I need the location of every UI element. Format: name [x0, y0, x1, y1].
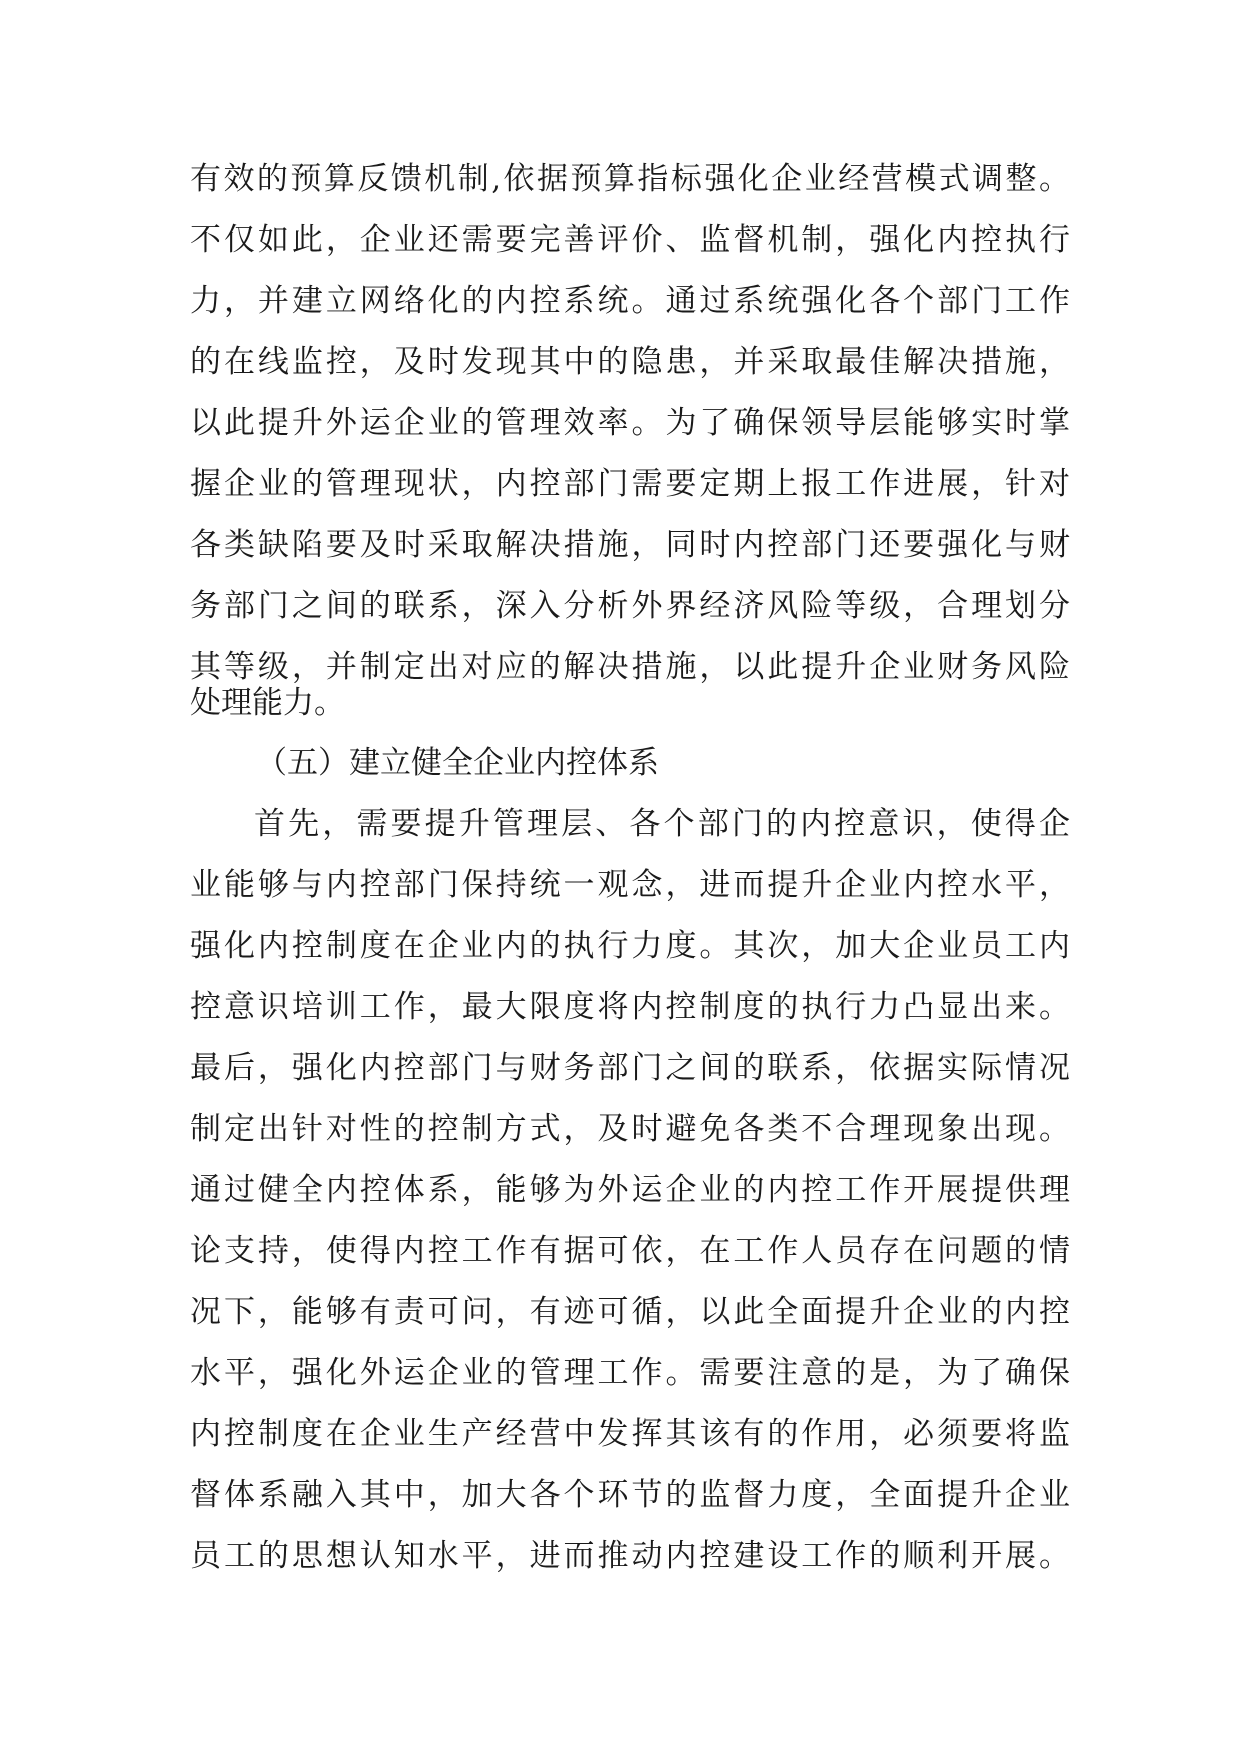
- paragraph-line: 最后，强化内控部门与财务部门之间的联系，依据实际情况: [190, 1050, 1070, 1086]
- paragraph-line: 握企业的管理现状，内控部门需要定期上报工作进展，针对: [190, 466, 1070, 502]
- paragraph-line: 强化内控制度在企业内的执行力度。其次，加大企业员工内: [190, 928, 1070, 964]
- paragraph-line: 督体系融入其中，加大各个环节的监督力度，全面提升企业: [190, 1477, 1070, 1513]
- paragraph-line: 力，并建立网络化的内控系统。通过系统强化各个部门工作: [190, 283, 1070, 319]
- paragraph-line: 论支持，使得内控工作有据可依，在工作人员存在问题的情: [190, 1233, 1070, 1269]
- paragraph-line: 不仅如此，企业还需要完善评价、监督机制，强化内控执行: [190, 222, 1070, 258]
- paragraph-line: 内控制度在企业生产经营中发挥其该有的作用，必须要将监: [190, 1416, 1070, 1452]
- paragraph-line: 首先，需要提升管理层、各个部门的内控意识，使得企: [254, 806, 1070, 842]
- paragraph-line: 制定出针对性的控制方式，及时避免各类不合理现象出现。: [190, 1111, 1070, 1147]
- paragraph-line: 有效的预算反馈机制,依据预算指标强化企业经营模式调整。: [190, 161, 1070, 197]
- paragraph-line: 业能够与内控部门保持统一观念，进而提升企业内控水平，: [190, 867, 1070, 903]
- paragraph-line: 以此提升外运企业的管理效率。为了确保领导层能够实时掌: [190, 405, 1070, 441]
- paragraph-line: 通过健全内控体系，能够为外运企业的内控工作开展提供理: [190, 1172, 1070, 1208]
- paragraph-line: 控意识培训工作，最大限度将内控制度的执行力凸显出来。: [190, 989, 1070, 1025]
- paragraph-line: 员工的思想认知水平，进而推动内控建设工作的顺利开展。: [190, 1538, 1070, 1574]
- paragraph-line: 的在线监控，及时发现其中的隐患，并采取最佳解决措施，: [190, 344, 1070, 380]
- paragraph-line: 务部门之间的联系，深入分析外界经济风险等级，合理划分: [190, 588, 1070, 624]
- paragraph-line: 其等级，并制定出对应的解决措施，以此提升企业财务风险: [190, 649, 1070, 685]
- paragraph-line: 各类缺陷要及时采取解决措施，同时内控部门还要强化与财: [190, 527, 1070, 563]
- paragraph-line: 水平，强化外运企业的管理工作。需要注意的是，为了确保: [190, 1355, 1070, 1391]
- section-heading: （五）建立健全企业内控体系: [256, 745, 659, 781]
- paragraph-line: 况下，能够有责可问，有迹可循，以此全面提升企业的内控: [190, 1294, 1070, 1330]
- paragraph-line: 处理能力。: [190, 685, 345, 721]
